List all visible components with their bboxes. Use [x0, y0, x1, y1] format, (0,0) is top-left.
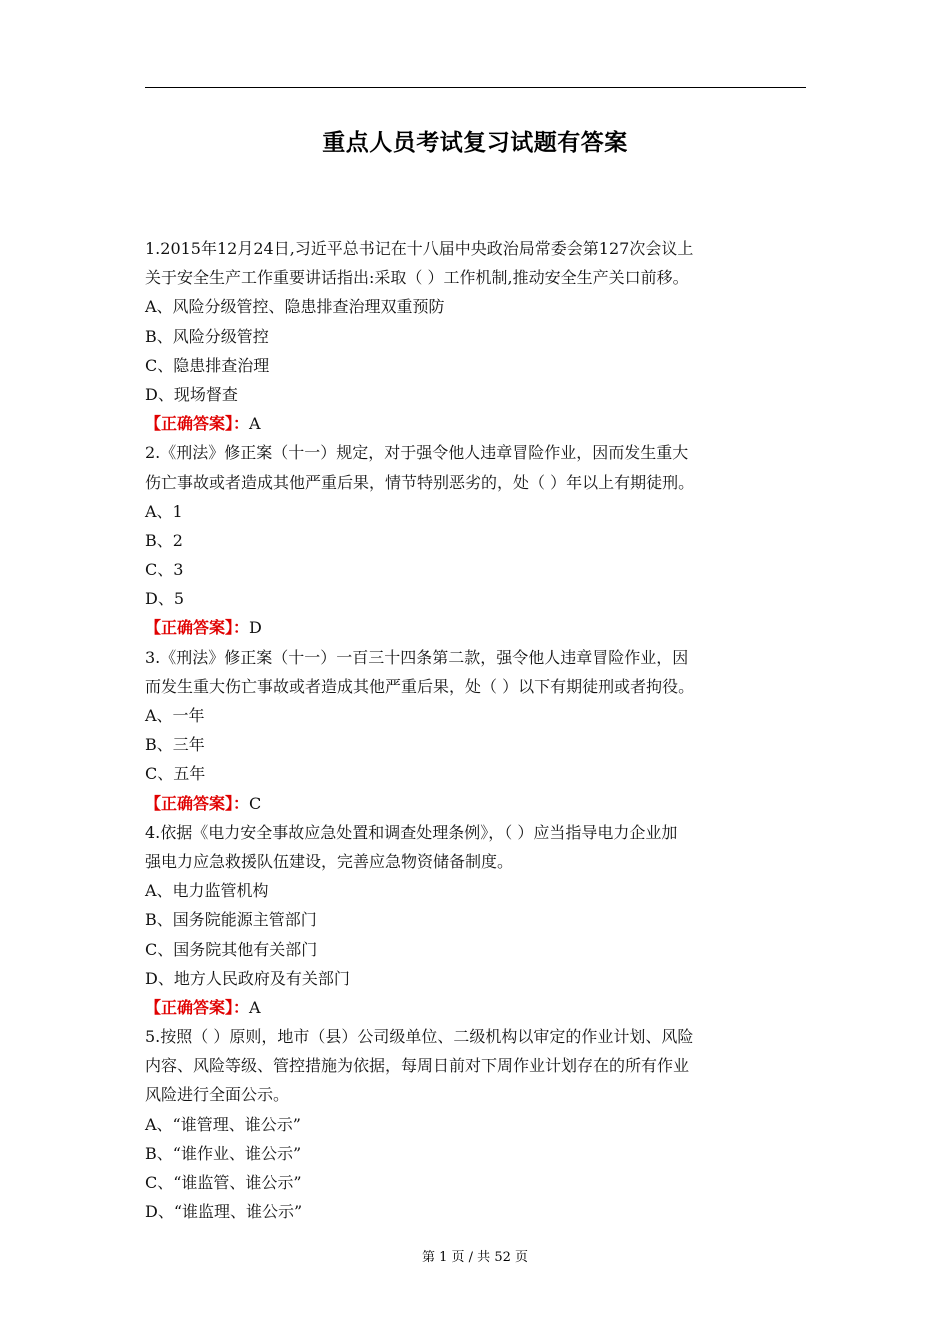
answer-option: A、一年: [145, 706, 205, 725]
correct-answer-value: D: [249, 618, 262, 638]
answer-option: B、“谁作业、谁公示”: [145, 1143, 302, 1163]
answer-option: A、风险分级管控、隐患排查治理双重预防: [145, 297, 445, 317]
question-3: [145, 643, 809, 818]
answer-option: B、三年: [145, 735, 205, 755]
question-stem-line: 而发生重大伤亡事故或者造成其他严重后果，处（ ）以下有期徒刑或者拘役。: [145, 676, 695, 696]
answer-option: C、隐患排查治理: [145, 355, 270, 375]
correct-answer-label: 【正确答案】: [145, 793, 234, 813]
question-list: [145, 234, 809, 1226]
correct-answer-label: 【正确答案】: [145, 997, 234, 1017]
correct-answer-row: [145, 409, 809, 438]
answer-separator: ：: [233, 618, 250, 638]
correct-answer-row: [145, 789, 809, 818]
answer-option: D、现场督查: [145, 384, 238, 404]
answer-option: D、5: [145, 589, 185, 609]
question-stem-line: 3.《刑法》修正案（十一）一百三十四条第二款，强令他人违章冒险作业，因: [145, 647, 689, 667]
correct-answer-row: [145, 613, 809, 642]
question-stem-line: 内容、风险等级、管控措施为依据，每周日前对下周作业计划存在的所有作业: [145, 1056, 690, 1076]
question-stem-line: 5.按照（ ）原则，地市（县）公司级单位、二级机构以审定的作业计划、风险: [145, 1027, 694, 1047]
question-stem-line: 风险进行全面公示。: [145, 1085, 290, 1105]
question-5: [145, 1022, 809, 1226]
answer-option: D、地方人民政府及有关部门: [145, 968, 350, 988]
question-stem-line: 1.2015年12月24日,习近平总书记在十八届中央政治局常委会第127次会议上: [145, 239, 694, 258]
answer-option: B、2: [145, 530, 183, 550]
answer-separator: ：: [233, 414, 250, 434]
answer-separator: ：: [233, 997, 250, 1017]
page-footer: 第 1 页 / 共 52 页: [422, 1250, 528, 1265]
answer-option: C、“谁监管、谁公示”: [145, 1173, 302, 1192]
correct-answer-row: [145, 993, 809, 1022]
answer-option: C、国务院其他有关部门: [145, 939, 318, 959]
question-2: [145, 438, 809, 642]
question-stem-line: 2.《刑法》修正案（十一）规定，对于强令他人违章冒险作业，因而发生重大: [145, 443, 689, 463]
answer-option: A、1: [145, 501, 183, 521]
correct-answer-value: C: [249, 793, 262, 813]
question-stem-line: 强电力应急救援队伍建设，完善应急物资储备制度。: [145, 851, 514, 871]
question-stem-line: 4.依据《电力安全事故应急处置和调查处理条例》，（ ）应当指导电力企业加: [145, 822, 678, 842]
answer-option: A、“谁管理、谁公示”: [145, 1114, 301, 1134]
correct-answer-value: A: [249, 414, 261, 434]
answer-option: C、3: [145, 560, 184, 580]
answer-option: B、风险分级管控: [145, 326, 269, 346]
correct-answer-label: 【正确答案】: [145, 618, 234, 638]
question-4: [145, 818, 809, 1022]
correct-answer-value: A: [249, 997, 261, 1017]
question-1: [145, 234, 809, 438]
header-rule: [145, 87, 806, 88]
question-stem-line: 关于安全生产工作重要讲话指出:采取（ ）工作机制,推动安全生产关口前移。: [145, 268, 689, 288]
answer-option: C、五年: [145, 764, 206, 784]
correct-answer-label: 【正确答案】: [145, 414, 234, 434]
answer-option: A、电力监管机构: [145, 881, 269, 901]
answer-separator: ：: [233, 793, 250, 813]
question-stem-line: 伤亡事故或者造成其他严重后果，情节特别恶劣的，处（ ）年以上有期徒刑。: [145, 472, 695, 492]
answer-option: D、“谁监理、谁公示”: [145, 1202, 303, 1222]
answer-option: B、国务院能源主管部门: [145, 910, 317, 930]
document-title: 重点人员考试复习试题有答案: [322, 129, 628, 156]
